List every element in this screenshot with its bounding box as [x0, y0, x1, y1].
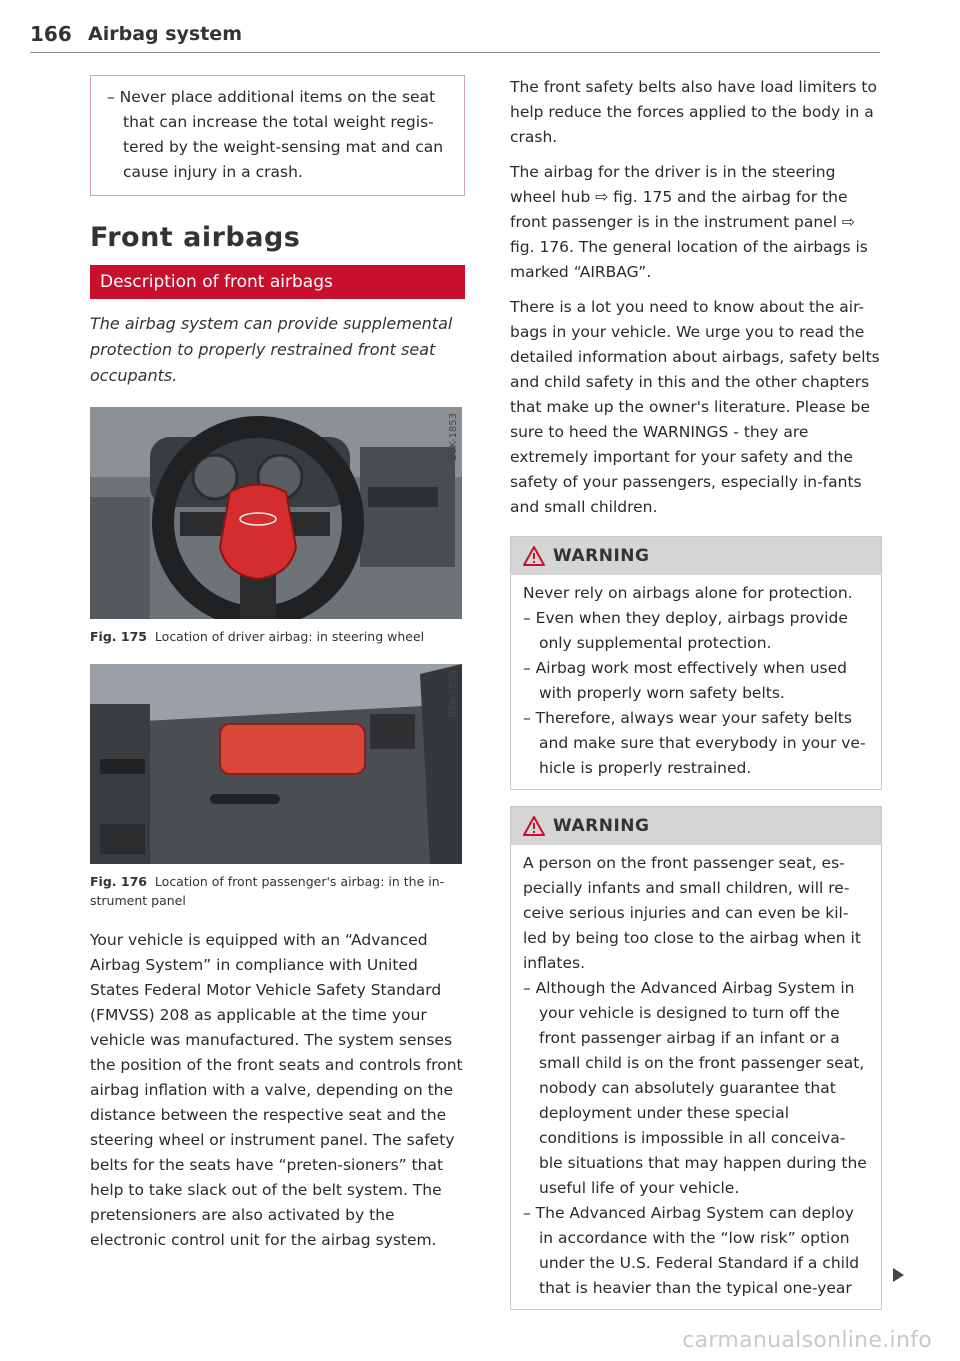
figure-caption-text: Location of driver airbag: in steering wheel — [154, 629, 425, 644]
warning-item: – Although the Advanced Airbag System in your vehicle is designed to turn off the front passenger airbag if an infant or a small child is on the front passenger seat, nobody can absolutely guarantee that deployment under these special conditions is impossible in all conceiva-ble situations that may happen during the useful life of your vehicle. — [523, 979, 867, 1197]
body-paragraph: The front safety belts also have load limiters to help reduce the forces applied to the body in a crash. — [510, 78, 877, 146]
left-column — [90, 75, 465, 1253]
right-column — [510, 75, 882, 1310]
warning-box — [510, 536, 882, 790]
warning-item: – The Advanced Airbag System can deploy in accordance with the “low risk” option under the U.S. Federal Standard if a child that is heavier than the typical one-year — [523, 1204, 860, 1297]
figure-label: Fig. 175 — [90, 629, 147, 644]
body-paragraph: Your vehicle is equipped with an “Advanced Airbag System” in compliance with United States Federal Motor Vehicle Safety Standard (FMVSS) 208 as applicable at the time your vehicle was manufactured. The system senses the position of the front seats and controls front airbag inflation with a valve, depending on the distance between the respective seat and the steering wheel or instrument panel. The safety belts for the seats have “preten-sioners” that help to take slack out of the belt system. The pretensioners are also activated by the electronic control unit for the airbag system. — [90, 931, 463, 1249]
warning-lead: A person on the front passenger seat, es-pecially infants and small children, will re-ceive serious injuries and can even be kil-led by being too close to the airbag when it inflates. — [523, 854, 861, 972]
driver-airbag-illustration — [90, 407, 462, 619]
page-number: 166 — [30, 22, 72, 46]
warning-lead: Never rely on airbags alone for protection. — [523, 584, 853, 602]
warning-box — [510, 806, 882, 1310]
figure-caption — [90, 872, 462, 910]
warning-item: – Therefore, always wear your safety belts and make sure that everybody in your ve-hicle is properly restrained. — [523, 709, 866, 777]
figure-code: B8K-1853 — [448, 413, 459, 461]
warning-item: – Airbag work most effectively when used with properly worn safety belts. — [523, 659, 847, 702]
subsection-title: Description of front airbags — [90, 265, 465, 299]
figure-175 — [90, 407, 462, 646]
chapter-title: Airbag system — [88, 23, 242, 45]
continue-arrow-icon — [893, 1268, 904, 1282]
warning-body — [511, 575, 881, 789]
warning-header — [511, 807, 881, 845]
watermark: carmanualsonline.info — [682, 1328, 932, 1353]
warning-triangle-icon — [523, 546, 545, 566]
passenger-airbag-illustration — [90, 664, 462, 864]
note-box — [90, 75, 465, 196]
figure-caption-text: Location of front passenger's airbag: in the in-strument panel — [90, 874, 445, 908]
warning-item: – Even when they deploy, airbags provide only supplemental protection. — [523, 609, 848, 652]
warning-title: WARNING — [553, 546, 650, 566]
section-intro: The airbag system can provide supplemental protection to properly restrained front seat occupants. — [90, 314, 453, 385]
figure-176 — [90, 664, 462, 910]
body-paragraph: There is a lot you need to know about the air-bags in your vehicle. We urge you to read the detailed information about airbags, safety belts and child safety in this and the other chapters that make up the owner's literature. Please be sure to heed the WARNINGS - they are extremely important for your safety and the safety of your passengers, especially in-fants and small children. — [510, 298, 880, 516]
page-header — [30, 22, 880, 53]
warning-body — [511, 845, 881, 1309]
section-title: Front airbags — [90, 222, 301, 253]
note-item: – Never place additional items on the seat that can increase the total weight regis-tered by the weight-sensing mat and can cause injury in a crash. — [107, 88, 444, 181]
figure-code: B8K-1856 — [448, 670, 459, 718]
warning-title: WARNING — [553, 816, 650, 836]
warning-header — [511, 537, 881, 575]
figure-caption — [90, 627, 462, 646]
figure-label: Fig. 176 — [90, 874, 147, 889]
body-paragraph: The airbag for the driver is in the steering wheel hub ⇨ fig. 175 and the airbag for the front passenger is in the instrument panel ⇨ fig. 176. The general location of the airbags is marked “AIRBAG”. — [510, 163, 868, 281]
warning-triangle-icon — [523, 816, 545, 836]
